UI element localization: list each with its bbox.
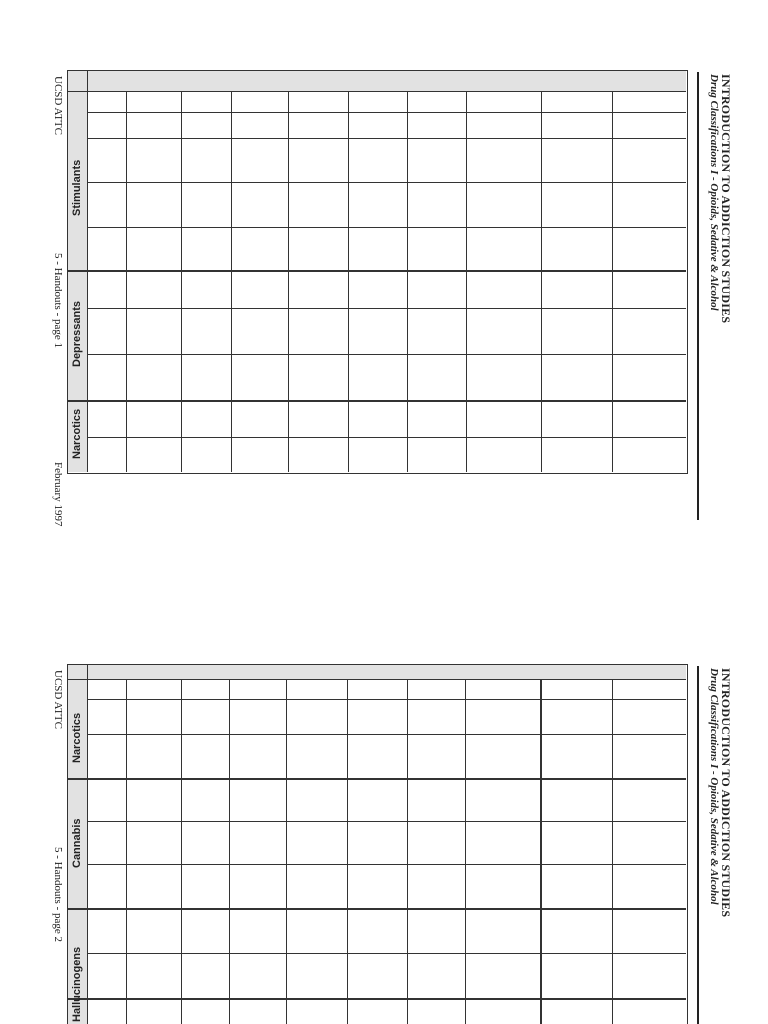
footer-page-label: 5 - Handouts - page 1 (52, 253, 64, 349)
group-label-narcotics: Narcotics (71, 408, 83, 459)
handout-page-2 (0, 600, 768, 1024)
footer-org: UCSD ATTC (52, 76, 64, 135)
group-label-narcotics: Narcotics (71, 712, 83, 763)
classification-table (67, 70, 688, 474)
header-shade (68, 71, 686, 91)
footer-date: February 1997 (52, 462, 64, 527)
page-title: INTRODUCTION TO ADDICTION STUDIES (719, 74, 733, 324)
header-shade (68, 665, 686, 679)
footer-page-label: 5 - Handouts - page 2 (52, 847, 64, 943)
footer-org: UCSD ATTC (52, 670, 64, 729)
classification-table (67, 664, 688, 1024)
group-label-hallucinogens: Hallucinogens (71, 946, 83, 1022)
header-rule (697, 666, 699, 1024)
group-label-cannabis: Cannabis (71, 818, 83, 868)
group-label-depressants: Depressants (71, 300, 83, 367)
header-rule (697, 72, 699, 520)
group-label-stimulants: Stimulants (71, 159, 83, 216)
page-subtitle: Drug Classifications I - Opioids, Sedative & Alcohol (708, 668, 720, 905)
page-title: INTRODUCTION TO ADDICTION STUDIES (719, 668, 733, 918)
page-subtitle: Drug Classifications I - Opioids, Sedative & Alcohol (708, 74, 720, 311)
